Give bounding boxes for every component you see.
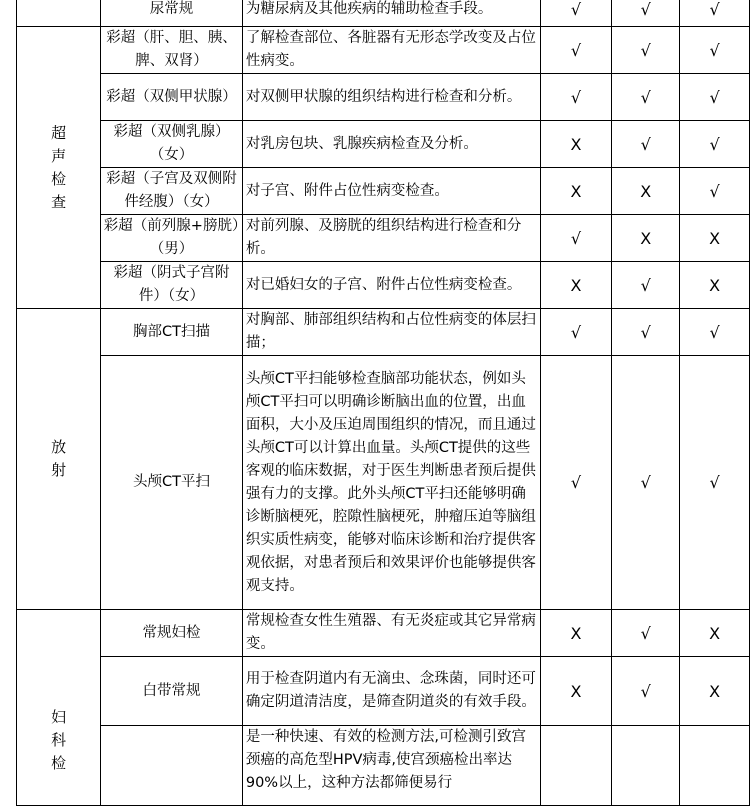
exam-items-table (16, 0, 750, 806)
category-gynecology: 妇科检 (17, 610, 101, 806)
mark-col-1: √ (540, 0, 612, 27)
mark-col-3 (680, 726, 750, 806)
mark-col-1: X (540, 262, 612, 309)
table-row (17, 168, 750, 215)
mark-col-2: X (612, 215, 680, 262)
item-name: 胸部CT扫描 (101, 309, 243, 356)
table-row (17, 0, 750, 27)
item-name: 彩超（前列腺+膀胱）（男） (101, 215, 243, 262)
table-row (17, 726, 750, 806)
mark-col-3: √ (680, 168, 750, 215)
item-description: 对前列腺、及膀胱的组织结构进行检查和分析。 (242, 215, 540, 262)
mark-col-3: X (680, 657, 750, 726)
item-name: 彩超（阴式子宫附件）（女） (101, 262, 243, 309)
item-name: 彩超（子宫及双侧附件经腹）（女） (101, 168, 243, 215)
mark-col-1: X (540, 610, 612, 657)
mark-col-3: √ (680, 74, 750, 121)
item-description: 对乳房包块、乳腺疾病检查及分析。 (242, 121, 540, 168)
mark-col-3: √ (680, 121, 750, 168)
mark-col-3: X (680, 610, 750, 657)
item-description: 对胸部、肺部组织结构和占位性病变的体层扫描； (242, 309, 540, 356)
mark-col-1: √ (540, 27, 612, 74)
item-name: 头颅CT平扫 (101, 356, 243, 610)
mark-col-2: √ (612, 610, 680, 657)
mark-col-1: √ (540, 74, 612, 121)
mark-col-1: X (540, 168, 612, 215)
item-description: 对双侧甲状腺的组织结构进行检查和分析。 (242, 74, 540, 121)
item-name: 常规妇检 (101, 610, 243, 657)
table-row (17, 356, 750, 610)
table-row (17, 215, 750, 262)
mark-col-1: X (540, 657, 612, 726)
table-row (17, 610, 750, 657)
table-row (17, 309, 750, 356)
item-name: 尿常规 (101, 0, 243, 27)
mark-col-2: √ (612, 262, 680, 309)
category-radiology: 放射 (17, 309, 101, 610)
mark-col-1: √ (540, 309, 612, 356)
table-row (17, 74, 750, 121)
item-description: 是一种快速、有效的检测方法,可检测引致宫颈癌的高危型HPV病毒,使宫颈癌检出率达90%以上，这种方法都筛便易行 (242, 726, 540, 806)
item-name: 彩超（双侧乳腺）（女） (101, 121, 243, 168)
item-name (101, 726, 243, 806)
mark-col-3: √ (680, 27, 750, 74)
mark-col-2: √ (612, 74, 680, 121)
table-row (17, 657, 750, 726)
mark-col-3: √ (680, 309, 750, 356)
mark-col-3: X (680, 215, 750, 262)
item-name: 彩超（双侧甲状腺） (101, 74, 243, 121)
item-description: 对子宫、附件占位性病变检查。 (242, 168, 540, 215)
mark-col-2: √ (612, 27, 680, 74)
table-row (17, 121, 750, 168)
mark-col-1: √ (540, 356, 612, 610)
item-description: 对已婚妇女的子宫、附件占位性病变检查。 (242, 262, 540, 309)
table-row (17, 262, 750, 309)
mark-col-2: √ (612, 309, 680, 356)
item-description: 为糖尿病及其他疾病的辅助检查手段。 (242, 0, 540, 27)
item-description: 常规检查女性生殖器、有无炎症或其它异常病变。 (242, 610, 540, 657)
mark-col-2: √ (612, 657, 680, 726)
mark-col-3: √ (680, 356, 750, 610)
mark-col-3: √ (680, 0, 750, 27)
category-cell-blank (17, 0, 101, 27)
item-description: 用于检查阴道内有无滴虫、念珠菌，同时还可确定阴道清洁度，是筛查阴道炎的有效手段。 (242, 657, 540, 726)
mark-col-3: X (680, 262, 750, 309)
item-description: 了解检查部位、各脏器有无形态学改变及占位性病变。 (242, 27, 540, 74)
table-row (17, 27, 750, 74)
mark-col-2: √ (612, 121, 680, 168)
category-ultrasound: 超声检查 (17, 27, 101, 309)
mark-col-2 (612, 726, 680, 806)
mark-col-1 (540, 726, 612, 806)
item-name: 白带常规 (101, 657, 243, 726)
mark-col-1: X (540, 121, 612, 168)
mark-col-1: √ (540, 215, 612, 262)
mark-col-2: √ (612, 356, 680, 610)
mark-col-2: √ (612, 0, 680, 27)
mark-col-2: X (612, 168, 680, 215)
item-description: 头颅CT平扫能够检查脑部功能状态，例如头颅CT平扫可以明确诊断脑出血的位置，出血面积，大小及压迫周围组织的情况，而且通过头颅CT可以计算出血量。头颅CT提供的这些客观的临床数据，对于医生判断患者预后提供强有力的支撑。此外头颅CT平扫还能够明确诊断脑梗死，腔隙性脑梗死，肿瘤压迫等脑组织实质性病变，能够对临床诊断和治疗提供客观依据，对患者预后和效果评价也能够提供客观支持。 (242, 356, 540, 610)
item-name: 彩超（肝、胆、胰、脾、双肾） (101, 27, 243, 74)
